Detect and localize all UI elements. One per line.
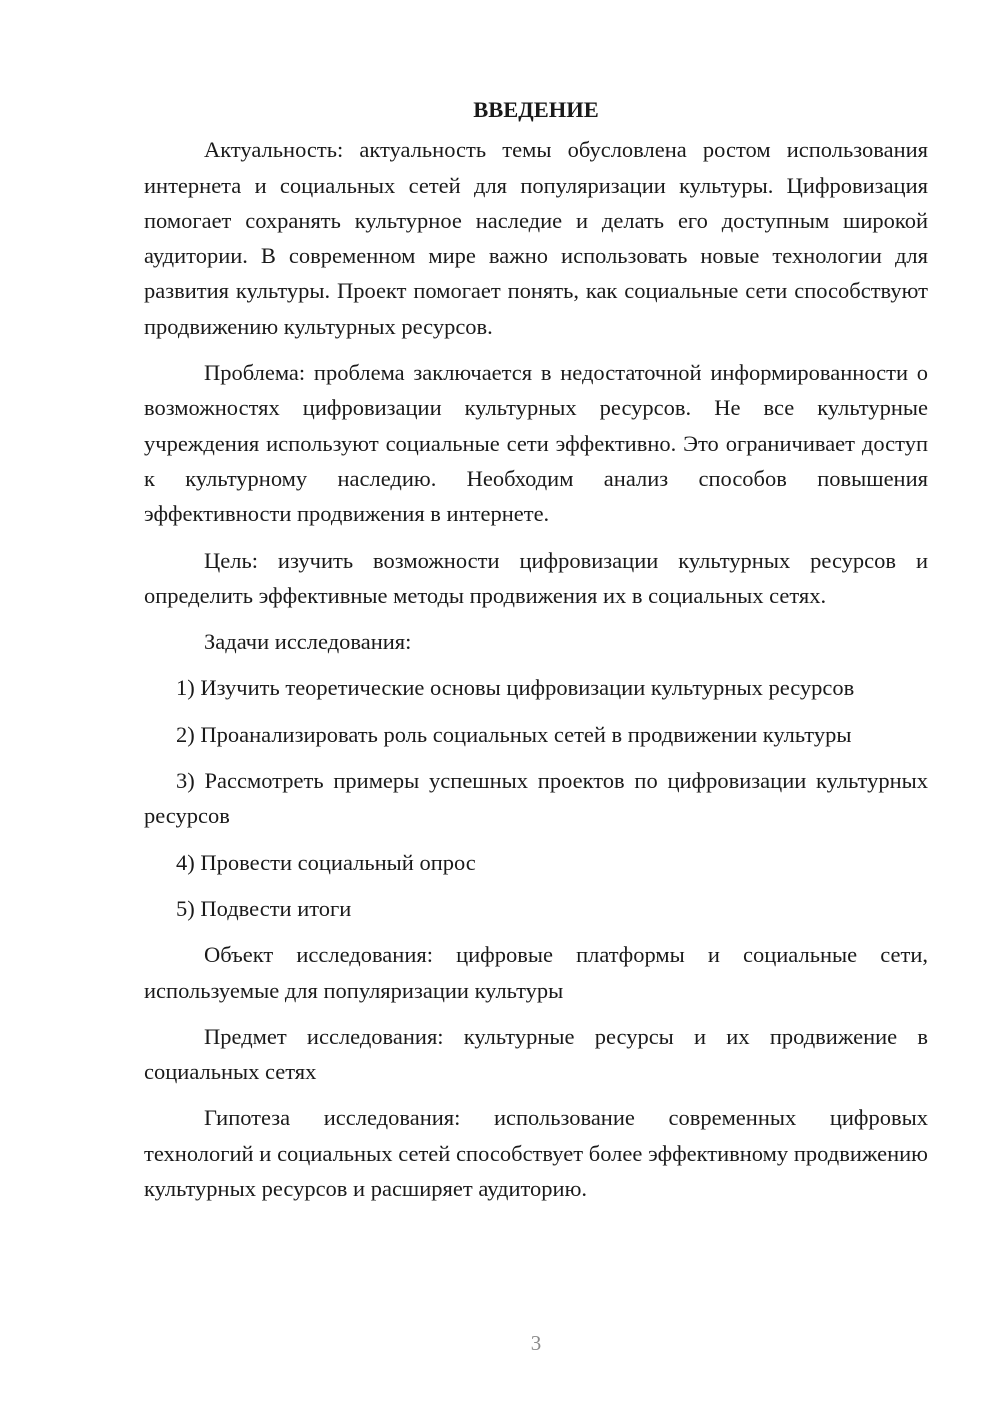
- object-paragraph: Объект исследования: цифровые платформы и социальные сети, используемые для популяризации культуры: [144, 942, 928, 1003]
- task-item: 2) Проанализировать роль социальных сетей в продвижении культуры: [176, 721, 852, 747]
- hypothesis-paragraph: Гипотеза исследования: использование современных цифровых технологий и социальных сетей способствует более эффективному продвижению культурных ресурсов и расширяет аудиторию.: [144, 1105, 928, 1202]
- relevance-paragraph: Актуальность: актуальность темы обусловлена ростом использования интернета и социальных сетей для популяризации культуры. Цифровизация помогает сохранять культурное наследие и делать его доступным широкой аудитории. В современном мире важно использовать новые технологии для развития культуры. Проект помогает понять, как социальные сети способствуют продвижению культурных ресурсов.: [144, 137, 928, 339]
- task-item: 3) Рассмотреть примеры успешных проектов по цифровизации культурных ресурсов: [144, 768, 928, 829]
- subject-paragraph: Предмет исследования: культурные ресурсы и их продвижение в социальных сетях: [144, 1023, 928, 1085]
- page-title: ВВЕДЕНИЕ: [473, 97, 599, 122]
- task-item: 5) Подвести итоги: [176, 895, 352, 921]
- task-item: 4) Провести социальный опрос: [176, 849, 476, 875]
- goal-paragraph: Цель: изучить возможности цифровизации культурных ресурсов и определить эффективные методы продвижения их в социальных сетях.: [144, 547, 928, 608]
- tasks-title: Задачи исследования:: [204, 629, 412, 655]
- problem-paragraph: Проблема: проблема заключается в недостаточной информированности о возможностях цифровизации культурных ресурсов. Не все культурные учреждения используют социальные сети эффективно. Это ограничивает доступ к культурному наследию. Необходим анализ способов повышения эффективности продвижения в интернете.: [144, 360, 928, 527]
- task-item: 1) Изучить теоретические основы цифровизации культурных ресурсов: [176, 675, 855, 701]
- page-number: 3: [530, 1331, 542, 1355]
- page-body: [144, 92, 928, 1217]
